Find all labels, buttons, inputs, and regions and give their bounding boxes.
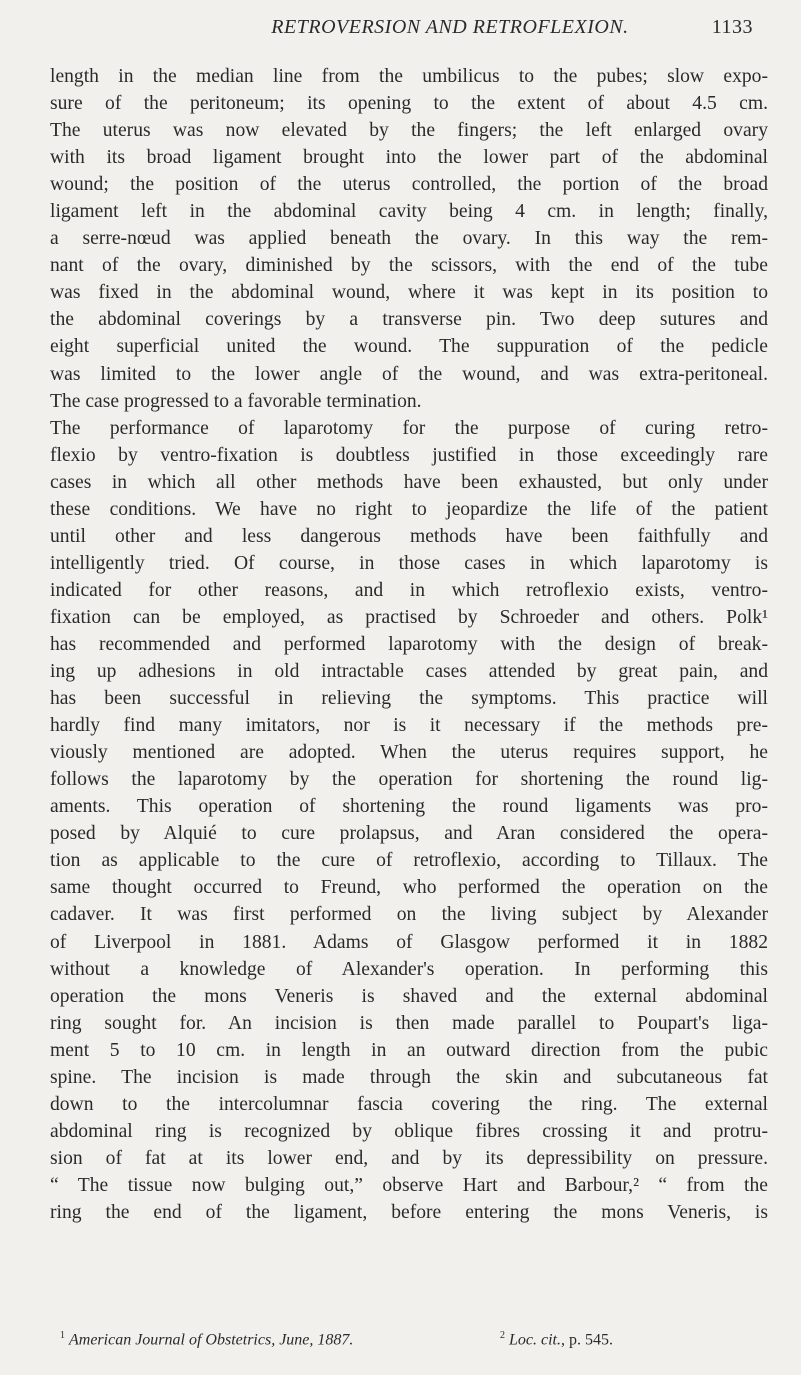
footnote-marker: 1: [60, 1330, 65, 1341]
text-line: follows the laparotomy by the operation for shortening the round lig-: [50, 769, 768, 791]
body-text: [50, 63, 768, 1226]
text-line: ligament left in the abdominal cavity being 4 cm. in length; finally,: [50, 201, 768, 223]
text-line: The performance of laparotomy for the purpose of curing retro-: [50, 417, 768, 439]
text-line: eight superficial united the wound. The suppuration of the pedicle: [50, 336, 768, 358]
footnote-text: , p. 545.: [561, 1331, 613, 1349]
text-line: posed by Alquié to cure prolapsus, and Aran considered the opera-: [50, 823, 768, 845]
text-line: intelligently tried. Of course, in those cases in which laparotomy is: [50, 552, 768, 574]
text-line: wound; the position of the uterus controlled, the portion of the broad: [50, 174, 768, 196]
text-line: sure of the peritoneum; its opening to the extent of about 4.5 cm.: [50, 93, 768, 115]
text-line: sion of fat at its lower end, and by its depressibility on pressure.: [50, 1147, 768, 1169]
text-line: aments. This operation of shortening the round ligaments was pro-: [50, 796, 768, 818]
text-line: abdominal ring is recognized by oblique fibres crossing it and protru-: [50, 1120, 768, 1142]
text-line: of Liverpool in 1881. Adams of Glasgow performed it in 1882: [50, 931, 768, 953]
text-line: until other and less dangerous methods have been faithfully and: [50, 525, 768, 547]
footnote-1: [60, 1330, 353, 1349]
text-line: “ The tissue now bulging out,” observe Hart and Barbour,² “ from the: [50, 1174, 768, 1196]
text-line: viously mentioned are adopted. When the uterus requires support, he: [50, 742, 768, 764]
text-line: has recommended and performed laparotomy with the design of break-: [50, 633, 768, 655]
text-line: with its broad ligament brought into the lower part of the abdominal: [50, 147, 768, 169]
page-number: 1133: [711, 16, 753, 38]
text-line: fixation can be employed, as practised by Schroeder and others. Polk¹: [50, 606, 768, 628]
text-line: the abdominal coverings by a transverse pin. Two deep sutures and: [50, 309, 768, 331]
text-line: length in the median line from the umbilicus to the pubes; slow expo-: [50, 66, 768, 87]
text-line: has been successful in relieving the symptoms. This practice will: [50, 688, 768, 710]
text-line: was limited to the lower angle of the wound, and was extra-peritoneal.: [50, 363, 768, 385]
text-line: indicated for other reasons, and in which retroflexio exists, ventro-: [50, 579, 768, 601]
text-line: down to the intercolumnar fascia covering the ring. The external: [50, 1093, 768, 1115]
text-line: ring sought for. An incision is then made parallel to Poupart's liga-: [50, 1012, 768, 1034]
text-line: cases in which all other methods have been exhausted, but only under: [50, 471, 768, 493]
text-line: The uterus was now elevated by the fingers; the left enlarged ovary: [50, 120, 768, 142]
text-line: flexio by ventro-fixation is doubtless justified in those exceedingly rare: [50, 444, 768, 466]
footnote-2: [500, 1330, 613, 1349]
text-line: operation the mons Veneris is shaved and the external abdominal: [50, 985, 768, 1007]
text-line: was fixed in the abdominal wound, where it was kept in its position to: [50, 282, 768, 304]
text-line: ment 5 to 10 cm. in length in an outward direction from the pubic: [50, 1039, 768, 1061]
text-line: a serre-nœud was applied beneath the ovary. In this way the rem-: [50, 228, 768, 250]
text-line: The case progressed to a favorable termination.: [50, 390, 422, 412]
footnotes: [50, 1330, 768, 1354]
text-line: hardly find many imitators, nor is it necessary if the methods pre-: [50, 715, 768, 737]
footnote-text-italic: Loc. cit.: [509, 1331, 561, 1349]
text-line: ring the end of the ligament, before entering the mons Veneris, is: [50, 1201, 768, 1223]
text-line: nant of the ovary, diminished by the scissors, with the end of the tube: [50, 255, 768, 277]
text-line: same thought occurred to Freund, who performed the operation on the: [50, 877, 768, 899]
text-line: without a knowledge of Alexander's operation. In performing this: [50, 958, 768, 980]
text-line: cadaver. It was first performed on the living subject by Alexander: [50, 904, 768, 926]
text-line: spine. The incision is made through the skin and subcutaneous fat: [50, 1066, 768, 1088]
footnote-text: American Journal of Obstetrics, June, 1887.: [69, 1331, 354, 1349]
running-head: RETROVERSION AND RETROFLEXION.: [271, 16, 629, 38]
text-line: tion as applicable to the cure of retroflexio, according to Tillaux. The: [50, 850, 768, 872]
text-line: these conditions. We have no right to jeopardize the life of the patient: [50, 498, 768, 520]
text-line: ing up adhesions in old intractable cases attended by great pain, and: [50, 661, 768, 683]
footnote-marker: 2: [500, 1330, 505, 1341]
